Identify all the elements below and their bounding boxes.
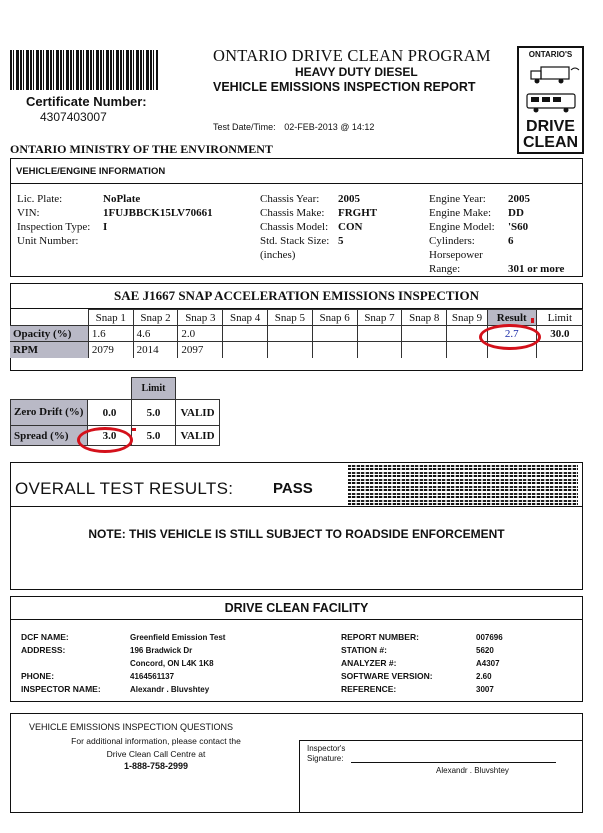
zero-drift-value: 0.0 bbox=[88, 400, 132, 426]
certificate-label: Certificate Number: bbox=[26, 94, 147, 109]
col-snap-7: Snap 7 bbox=[357, 310, 402, 326]
chassis-year-value: 2005 bbox=[338, 193, 360, 205]
questions-line-1: For additional information, please contact the bbox=[71, 736, 241, 746]
rpm-snap-1: 2079 bbox=[88, 342, 133, 358]
reference-label: REFERENCE: bbox=[341, 684, 397, 694]
results-section bbox=[10, 462, 583, 590]
signature-name: Alexandr . Bluvshtey bbox=[436, 766, 509, 775]
barcode bbox=[10, 50, 158, 90]
opacity-snap-5 bbox=[267, 326, 312, 342]
reference-value: 3007 bbox=[476, 685, 494, 694]
opacity-limit: 30.0 bbox=[536, 326, 583, 342]
col-snap-3: Snap 3 bbox=[178, 310, 223, 326]
logo-drive: DRIVE bbox=[526, 118, 575, 135]
test-date-value: 02-FEB-2013 @ 14:12 bbox=[284, 122, 375, 132]
test-date-label: Test Date/Time: bbox=[213, 122, 276, 132]
chassis-model-label: Chassis Model: bbox=[260, 221, 329, 233]
report-number-label: REPORT NUMBER: bbox=[341, 632, 419, 642]
rpm-snap-5 bbox=[267, 342, 312, 358]
results-barcode bbox=[348, 465, 578, 505]
snap-title: SAE J1667 SNAP ACCELERATION EMISSIONS INSPECTION bbox=[114, 288, 479, 303]
call-centre-phone: 1-888-758-2999 bbox=[123, 761, 189, 771]
engine-year-label: Engine Year: bbox=[429, 193, 486, 205]
chassis-make-value: FRGHT bbox=[338, 207, 378, 219]
col-limit: Limit bbox=[536, 310, 583, 326]
drive-clean-logo bbox=[517, 46, 584, 154]
spread-limit: 5.0 bbox=[132, 426, 176, 446]
vin-value: 1FUJBBCK15LV70661 bbox=[103, 207, 213, 219]
cylinders-value: 6 bbox=[508, 235, 514, 247]
stack-size-value: 5 bbox=[338, 235, 344, 247]
results-value: PASS bbox=[273, 480, 313, 497]
zero-drift-row bbox=[11, 400, 220, 426]
facility-title: DRIVE CLEAN FACILITY bbox=[224, 601, 369, 615]
logo-clean: CLEAN bbox=[522, 134, 579, 151]
col-snap-1: Snap 1 bbox=[88, 310, 133, 326]
engine-model-value: 'S60 bbox=[508, 221, 529, 233]
chassis-make-label: Chassis Make: bbox=[260, 207, 325, 219]
col-snap-8: Snap 8 bbox=[402, 310, 447, 326]
address-label: ADDRESS: bbox=[21, 645, 66, 655]
zero-drift-limit: 5.0 bbox=[132, 400, 176, 426]
opacity-snap-1: 1.6 bbox=[88, 326, 133, 342]
bus-icon bbox=[519, 90, 582, 114]
station-label: STATION #: bbox=[341, 645, 387, 655]
stack-size-unit: (inches) bbox=[260, 249, 296, 261]
chassis-model-value: CON bbox=[338, 221, 363, 233]
engine-model-label: Engine Model: bbox=[429, 221, 495, 233]
spread-status: VALID bbox=[176, 426, 220, 446]
red-tick bbox=[531, 318, 534, 323]
opacity-snap-2: 4.6 bbox=[133, 326, 178, 342]
zero-drift-label: Zero Drift (%) bbox=[11, 400, 88, 426]
opacity-snap-8 bbox=[402, 326, 447, 342]
col-snap-5: Snap 5 bbox=[267, 310, 312, 326]
col-snap-6: Snap 6 bbox=[312, 310, 357, 326]
zero-drift-status: VALID bbox=[176, 400, 220, 426]
results-label: OVERALL TEST RESULTS: bbox=[15, 479, 234, 498]
vehicle-info-section bbox=[10, 158, 583, 277]
col-snap-2: Snap 2 bbox=[133, 310, 178, 326]
rpm-snap-4 bbox=[223, 342, 268, 358]
inspector-name-value: Alexandr . Bluvshtey bbox=[130, 685, 210, 694]
software-version-value: 2.60 bbox=[476, 672, 492, 681]
red-tick-2 bbox=[132, 428, 136, 431]
spread-circle bbox=[77, 427, 133, 453]
opacity-snap-3: 2.0 bbox=[178, 326, 223, 342]
roadside-note: NOTE: THIS VEHICLE IS STILL SUBJECT TO ROADSIDE ENFORCEMENT bbox=[88, 527, 505, 541]
horsepower-value: 301 or more bbox=[508, 263, 565, 275]
report-subtitle-2: VEHICLE EMISSIONS INSPECTION REPORT bbox=[213, 80, 476, 94]
engine-year-value: 2005 bbox=[508, 193, 530, 205]
report-number-value: 007696 bbox=[476, 633, 503, 642]
rpm-snap-9 bbox=[447, 342, 488, 358]
inspector-name-label: INSPECTOR NAME: bbox=[21, 684, 101, 694]
logo-top-text: ONTARIO'S bbox=[528, 50, 573, 59]
range-label: Range: bbox=[429, 263, 461, 275]
facility-section bbox=[10, 596, 583, 702]
phone-label: PHONE: bbox=[21, 671, 55, 681]
test-date bbox=[213, 122, 374, 132]
rpm-snap-2: 2014 bbox=[133, 342, 178, 358]
vehicle-info-title: VEHICLE/ENGINE INFORMATION bbox=[16, 166, 166, 177]
cylinders-label: Cylinders: bbox=[429, 235, 475, 247]
analyzer-label: ANALYZER #: bbox=[341, 658, 397, 668]
inspection-type-value: I bbox=[103, 221, 108, 233]
engine-make-value: DD bbox=[508, 207, 524, 219]
signature-line bbox=[351, 762, 556, 763]
col-snap-9: Snap 9 bbox=[447, 310, 488, 326]
inspection-type-label: Inspection Type: bbox=[17, 221, 91, 233]
report-subtitle-1: HEAVY DUTY DIESEL bbox=[295, 65, 418, 79]
address-line-2: Concord, ON L4K 1K8 bbox=[130, 659, 214, 668]
spread-label: Spread (%) bbox=[11, 426, 88, 446]
lic-plate-value: NoPlate bbox=[103, 193, 141, 205]
questions-section bbox=[10, 713, 583, 813]
software-version-label: SOFTWARE VERSION: bbox=[341, 671, 433, 681]
opacity-label: Opacity (%) bbox=[10, 326, 88, 342]
address-line-1: 196 Bradwick Dr bbox=[130, 646, 193, 655]
program-title: ONTARIO DRIVE CLEAN PROGRAM bbox=[213, 46, 491, 65]
dcf-name-value: Greenfield Emission Test bbox=[130, 633, 226, 642]
rpm-snap-7 bbox=[357, 342, 402, 358]
rpm-snap-3: 2097 bbox=[178, 342, 223, 358]
opacity-result: 2.7 bbox=[487, 326, 536, 342]
horsepower-label: Horsepower bbox=[429, 249, 483, 261]
phone-value: 4164561137 bbox=[130, 672, 175, 681]
truck-icon bbox=[519, 62, 582, 88]
signature-label-2: Signature: bbox=[307, 754, 344, 763]
rpm-label: RPM bbox=[10, 342, 88, 358]
vin-label: VIN: bbox=[17, 207, 40, 219]
signature-label-1: Inspector's bbox=[307, 744, 346, 753]
dcf-name-label: DCF NAME: bbox=[21, 632, 69, 642]
opacity-snap-7 bbox=[357, 326, 402, 342]
unit-number-label: Unit Number: bbox=[17, 235, 79, 247]
chassis-year-label: Chassis Year: bbox=[260, 193, 320, 205]
questions-title: VEHICLE EMISSIONS INSPECTION QUESTIONS bbox=[29, 722, 234, 732]
result-circle bbox=[479, 324, 541, 350]
opacity-snap-6 bbox=[312, 326, 357, 342]
analyzer-value: A4307 bbox=[476, 659, 500, 668]
questions-line-2: Drive Clean Call Centre at bbox=[106, 749, 206, 759]
engine-make-label: Engine Make: bbox=[429, 207, 492, 219]
opacity-snap-4 bbox=[223, 326, 268, 342]
lic-plate-label: Lic. Plate: bbox=[17, 193, 63, 205]
rpm-snap-6 bbox=[312, 342, 357, 358]
col-snap-4: Snap 4 bbox=[223, 310, 268, 326]
certificate-number: 4307403007 bbox=[40, 110, 107, 124]
rpm-snap-8 bbox=[402, 342, 447, 358]
spread-value: 3.0 bbox=[88, 426, 132, 446]
ministry-heading: ONTARIO MINISTRY OF THE ENVIRONMENT bbox=[10, 142, 273, 156]
station-value: 5620 bbox=[476, 646, 494, 655]
rpm-limit bbox=[536, 342, 583, 358]
drift-limit-header: Limit bbox=[132, 378, 176, 400]
stack-size-label: Std. Stack Size: bbox=[260, 235, 330, 247]
col-result: Result bbox=[487, 310, 536, 326]
